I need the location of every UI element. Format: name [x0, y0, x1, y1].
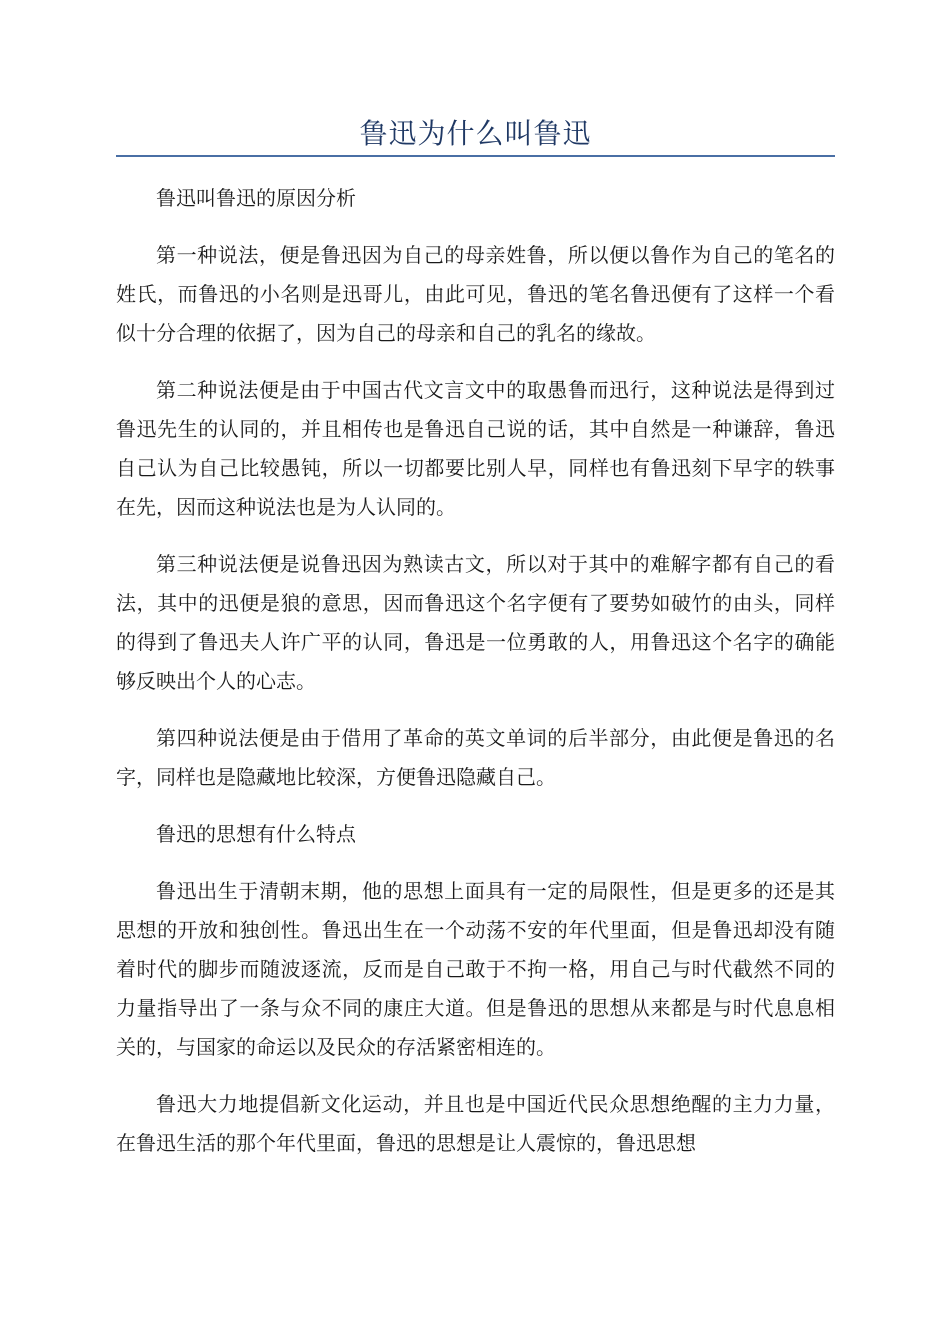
section-heading: 鲁迅叫鲁迅的原因分析 [156, 186, 356, 210]
paragraph: 第二种说法便是由于中国古代文言文中的取愚鲁而迅行，这种说法是得到过鲁迅先生的认同的，并且相传也是鲁迅自己说的话，其中自然是一种谦辞，鲁迅自己认为自己比较愚钝，所以一切都要比别人早，同样也有鲁迅刻下早字的轶事在先，因而这种说法也是为人认同的。 [116, 378, 835, 519]
section-heading: 鲁迅的思想有什么特点 [156, 822, 356, 846]
paragraph: 第三种说法便是说鲁迅因为熟读古文，所以对于其中的难解字都有自己的看法，其中的迅便是狼的意思，因而鲁迅这个名字便有了要势如破竹的由头，同样的得到了鲁迅夫人许广平的认同，鲁迅是一位勇敢的人，用鲁迅这个名字的确能够反映出个人的心志。 [116, 552, 835, 693]
paragraph: 鲁迅出生于清朝末期，他的思想上面具有一定的局限性，但是更多的还是其思想的开放和独创性。鲁迅出生在一个动荡不安的年代里面，但是鲁迅却没有随着时代的脚步而随波逐流，反而是自己敢于不拘一格，用自己与时代截然不同的力量指导出了一条与众不同的康庄大道。但是鲁迅的思想从来都是与时代息息相关的，与国家的命运以及民众的存活紧密相连的。 [116, 879, 835, 1059]
document-title: 鲁迅为什么叫鲁迅 [359, 117, 592, 150]
paragraph: 鲁迅大力地提倡新文化运动，并且也是中国近代民众思想绝醒的主力力量，在鲁迅生活的那个年代里面，鲁迅的思想是让人震惊的，鲁迅思想 [116, 1092, 835, 1155]
paragraph: 第一种说法，便是鲁迅因为自己的母亲姓鲁，所以便以鲁作为自己的笔名的姓氏，而鲁迅的小名则是迅哥儿，由此可见，鲁迅的笔名鲁迅便有了这样一个看似十分合理的依据了，因为自己的母亲和自己的乳名的缘故。 [116, 243, 835, 345]
document-body [116, 179, 835, 1163]
title-underline [116, 155, 835, 157]
paragraph: 第四种说法便是由于借用了革命的英文单词的后半部分，由此便是鲁迅的名字，同样也是隐藏地比较深，方便鲁迅隐藏自己。 [116, 726, 835, 789]
document-page [116, 0, 835, 1181]
